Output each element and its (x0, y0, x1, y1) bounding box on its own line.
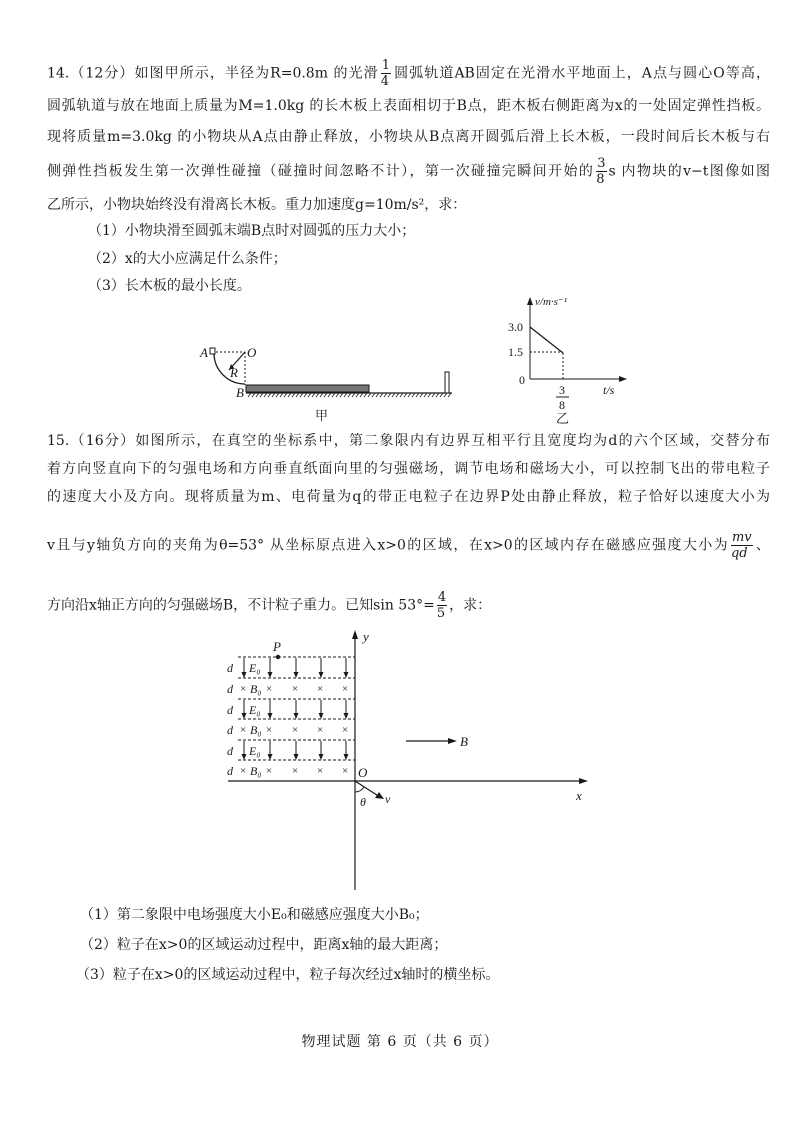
y-tick-3.0: 3.0 (508, 320, 523, 334)
label-R: R (230, 365, 238, 380)
text: 14.（12分）如图甲所示，半径为R=0.8m 的光滑 (47, 65, 379, 82)
b-field-cross: × (266, 765, 273, 777)
q14-question-2: （2）x的大小应满足什么条件； (88, 251, 287, 267)
label-B: B (236, 385, 244, 400)
b-field-cross: × (292, 765, 299, 777)
b-field-cross: × (342, 724, 349, 736)
b-field-cross: × (240, 683, 247, 695)
q14-question-3: （3）长木板的最小长度。 (88, 278, 251, 294)
label-theta: θ (360, 795, 366, 809)
b-field-cross: × (240, 765, 247, 777)
origin-label: 0 (519, 373, 525, 387)
label-d: d (227, 764, 233, 778)
label-E0: E₀ (249, 703, 261, 717)
text: v且与y轴负方向的夹角为θ=53° 从坐标原点进入x>0的区域，在x>0的区域内存在磁感应强度大小为 (47, 537, 729, 554)
arrowhead (319, 713, 324, 719)
caption-jia: 甲 (315, 408, 329, 423)
b-field-cross: × (292, 683, 299, 695)
label-O: O (247, 345, 257, 360)
page-footer: 物理试题 第 6 页（共 6 页） (301, 1034, 499, 1050)
label-O: O (358, 765, 368, 780)
denominator: 5 (436, 606, 446, 621)
q15-line-1: 15.（16分）如图所示，在真空的坐标系中，第二象限内有边界互相平行且宽度均为d的六个区域，交替分布 (47, 433, 770, 449)
caption-yi: 乙 (556, 411, 570, 426)
arrowhead (294, 754, 299, 760)
x-tick-num: 3 (559, 383, 565, 397)
label-E0: E₀ (249, 661, 261, 675)
numerator: 1 (381, 58, 391, 73)
q15-line-3: 的速度大小及方向。现将质量为m、电荷量为q的带正电粒子在边界P处由静止释放，粒子恰好以速度大小为 (47, 489, 770, 505)
text: 侧弹性挡板发生第一次弹性碰撞（碰撞时间忽略不计），第一次碰撞完瞬间开始的 (47, 163, 595, 180)
arrowhead (344, 713, 349, 719)
arrowhead (344, 754, 349, 760)
label-y: y (363, 629, 369, 644)
numerator: 3 (597, 156, 606, 171)
numerator: mv (731, 530, 752, 545)
q15-question-3: （3）粒子在x>0的区域运动过程中，粒子每次经过x轴时的横坐标。 (76, 967, 500, 983)
q14-line-5: 乙所示，小物块始终没有滑离长木板。重力加速度g=10m/s²，求： (47, 197, 467, 213)
b-field-cross: × (342, 765, 349, 777)
arrowhead (344, 672, 349, 678)
b-field-cross: × (240, 724, 247, 736)
y-tick-1.5: 1.5 (508, 345, 523, 359)
q15-question-1: （1）第二象限中电场强度大小E₀和磁感应强度大小B₀； (80, 907, 429, 923)
q14-line-2: 圆弧轨道与放在地面上质量为M=1.0kg 的长木板上表面相切于B点，距木板右侧距离为x的一处固定弹性挡板。 (47, 98, 770, 114)
label-d: d (227, 661, 233, 675)
q15-line-2: 着方向竖直向下的匀强电场和方向垂直纸面向里的匀强磁场，调节电场和磁场大小，可以控制飞出的带电粒子 (47, 461, 770, 477)
x-tick-den: 8 (559, 398, 565, 412)
q15-question-2: （2）粒子在x>0的区域运动过程中，距离x轴的最大距离； (80, 937, 448, 953)
b-field-cross: × (317, 724, 324, 736)
arrowhead (319, 672, 324, 678)
numerator: 4 (437, 590, 447, 605)
label-P: P (273, 639, 281, 654)
arrowhead (294, 713, 299, 719)
arrowhead (242, 672, 247, 678)
b-field-cross: × (317, 765, 324, 777)
text: 圆弧轨道AB固定在光滑水平地面上，A点与圆心O等高， (393, 65, 770, 82)
label-d: d (227, 682, 233, 696)
arrowhead (242, 754, 247, 760)
label-d: d (227, 723, 233, 737)
label-B0: B₀ (250, 764, 262, 778)
text: 、 (754, 537, 770, 554)
arrowhead (268, 713, 273, 719)
b-field-cross: × (292, 724, 299, 736)
b-field-cross: × (317, 683, 324, 695)
b-field-cross: × (266, 683, 273, 695)
denominator: 8 (596, 172, 605, 187)
q14-question-1: （1）小物块滑至圆弧末端B点时对圆弧的压力大小； (88, 223, 416, 239)
label-B0: B₀ (250, 723, 262, 737)
label-B-field: B (460, 734, 468, 749)
label-v: v (385, 792, 391, 806)
text: ，求： (449, 597, 492, 614)
b-field-cross: × (266, 724, 273, 736)
denominator: qd (730, 546, 748, 561)
text: s 内物块的v−t图像如图 (608, 163, 770, 180)
b-field-cross: × (342, 683, 349, 695)
label-E0: E₀ (249, 744, 261, 758)
label-d: d (227, 744, 233, 758)
label-B0: B₀ (250, 682, 262, 696)
arrowhead (242, 713, 247, 719)
label-A: A (200, 345, 208, 360)
arrowhead (268, 754, 273, 760)
arrowhead (319, 754, 324, 760)
label-d: d (227, 703, 233, 717)
y-axis-label: v/m·s⁻¹ (535, 296, 568, 308)
arrowhead (294, 672, 299, 678)
point-P (276, 655, 280, 659)
arrowhead (268, 672, 273, 678)
text: 方向沿x轴正方向的匀强磁场B，不计粒子重力。已知sin 53°= (47, 597, 435, 614)
x-axis-label: t/s (603, 383, 615, 397)
label-x: x (576, 788, 582, 803)
q14-line-3: 现将质量m=3.0kg 的小物块从A点由静止释放，小物块从B点离开圆弧后滑上长木板，一段时间后长木板与右 (47, 129, 770, 145)
denominator: 4 (380, 74, 390, 89)
